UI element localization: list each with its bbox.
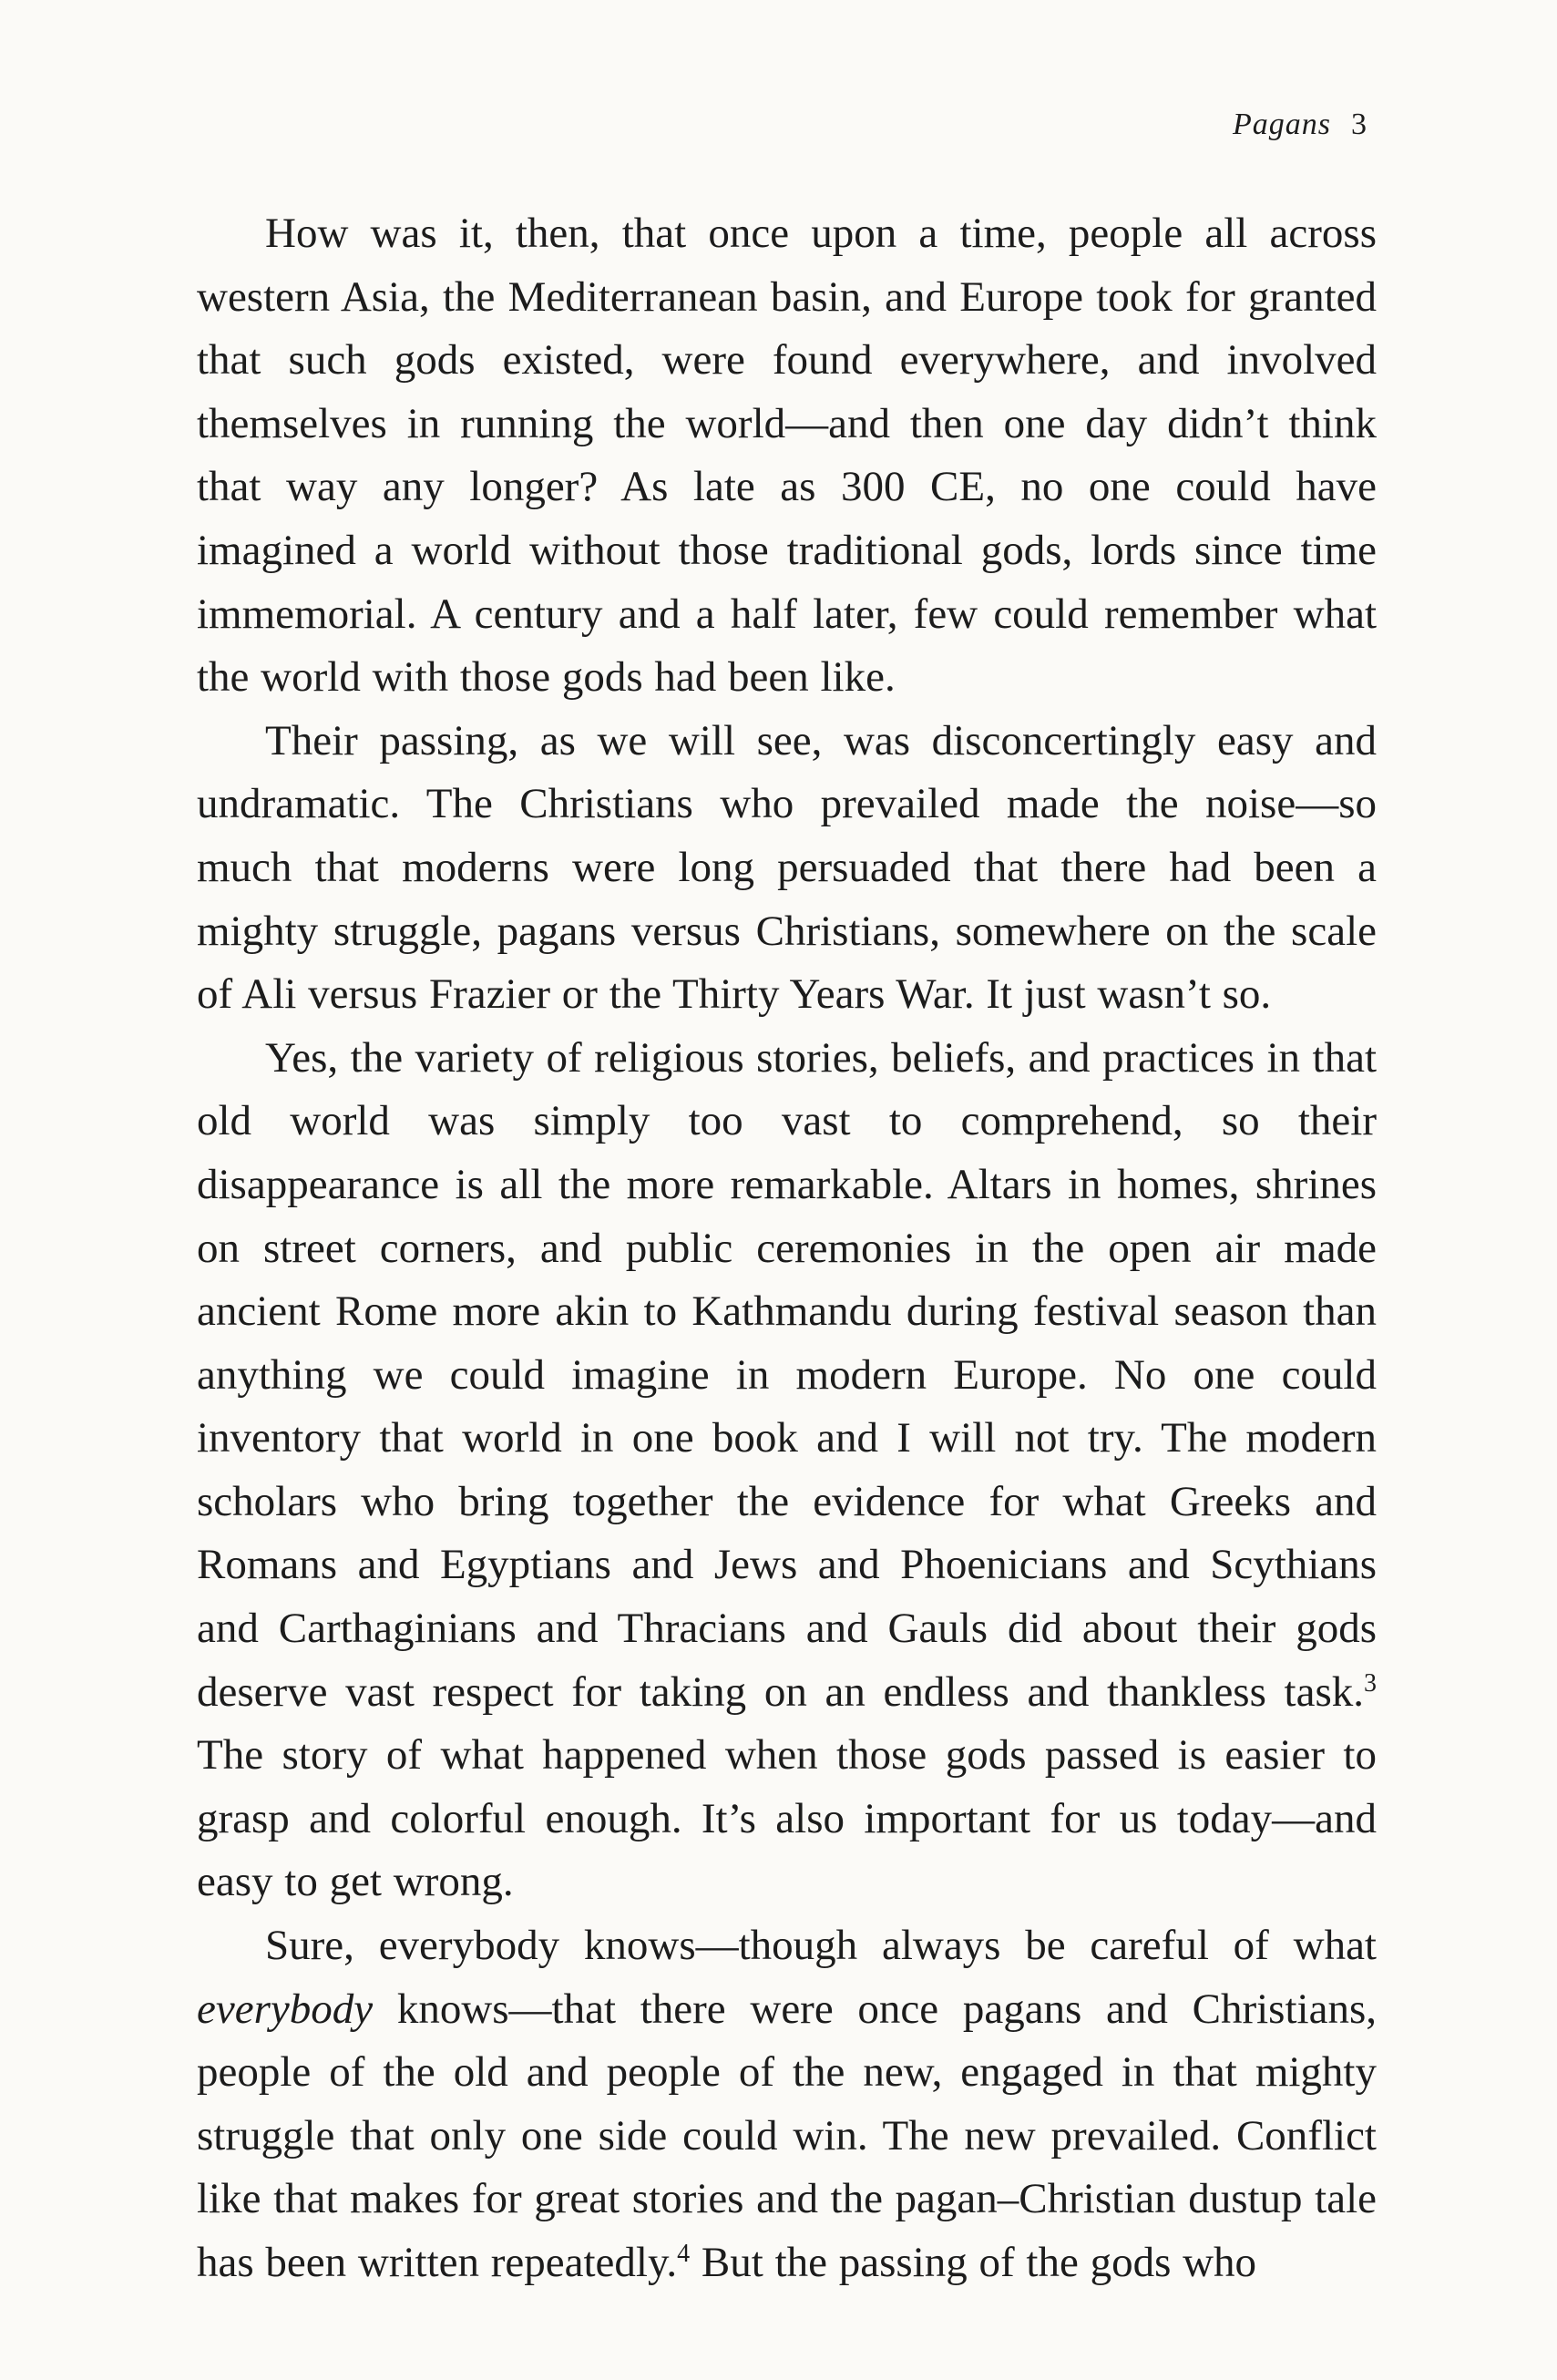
running-head-title: Pagans bbox=[1233, 108, 1331, 141]
paragraph-text: Yes, the variety of religious stories, beliefs, and practices in that old world was simply too vast to comprehend, so their disappearance is all the more remarkable. Altars in homes, shrines on street corners, and public ceremonies in the open air made ancient Rome more akin to Kathmandu during festival season than anything we could imagine in modern Europe. No one could inventory that world in one book and I will not try. The modern scholars who bring together the evidence for what Greeks and Romans and Egyptians and Jews and Phoenicians and Scythians and Carthaginians and Thracians and Gauls did about their gods deserve vast respect for taking on an endless and thankless task. bbox=[197, 1033, 1377, 1716]
paragraph-1 bbox=[197, 202, 1377, 710]
paragraph-3 bbox=[197, 1027, 1377, 1914]
paragraph-2 bbox=[197, 710, 1377, 1027]
paragraph-text: knows—that there were once pagans and Christians, people of the old and people of the new, engaged in that mighty struggle that only one side could win. The new prevailed. Conflict like that makes for great stories and the pagan–Christian dustup tale has been written repeatedly. bbox=[197, 1985, 1377, 2286]
footnote-marker: 4 bbox=[677, 2240, 691, 2268]
paragraph-text: The story of what happened when those gods passed is easier to grasp and colorful enough. It’s also important for us today—and easy to get wrong. bbox=[197, 1731, 1377, 1906]
paragraph-4 bbox=[197, 1914, 1377, 2295]
paragraph-text: How was it, then, that once upon a time, people all across western Asia, the Mediterranean basin, and Europe took for granted that such gods existed, were found everywhere, and involved themselves in running the world—and then one day didn’t think that way any longer? As late as 300 CE, no one could have imagined a world without those traditional gods, lords since time immemorial. A century and a half later, few could remember what the world with those gods had been like. bbox=[197, 210, 1377, 702]
emphasized-word: everybody bbox=[197, 1985, 374, 2033]
running-head bbox=[1233, 108, 1367, 142]
paragraph-text: Sure, everybody knows—though always be careful of what bbox=[265, 1922, 1377, 1970]
paragraph-text: Their passing, as we will see, was disconcertingly easy and undramatic. The Christians who prevailed made the noise—so much that moderns were long persuaded that there had been a mighty struggle, pagans versus Christians, somewhere on the scale of Ali versus Frazier or the Thirty Years War. It just wasn’t so. bbox=[197, 716, 1377, 1019]
footnote-marker: 3 bbox=[1364, 1668, 1377, 1698]
paragraph-text: But the passing of the gods who bbox=[690, 2239, 1257, 2286]
body-text bbox=[197, 202, 1377, 2295]
page-number: 3 bbox=[1351, 108, 1367, 141]
